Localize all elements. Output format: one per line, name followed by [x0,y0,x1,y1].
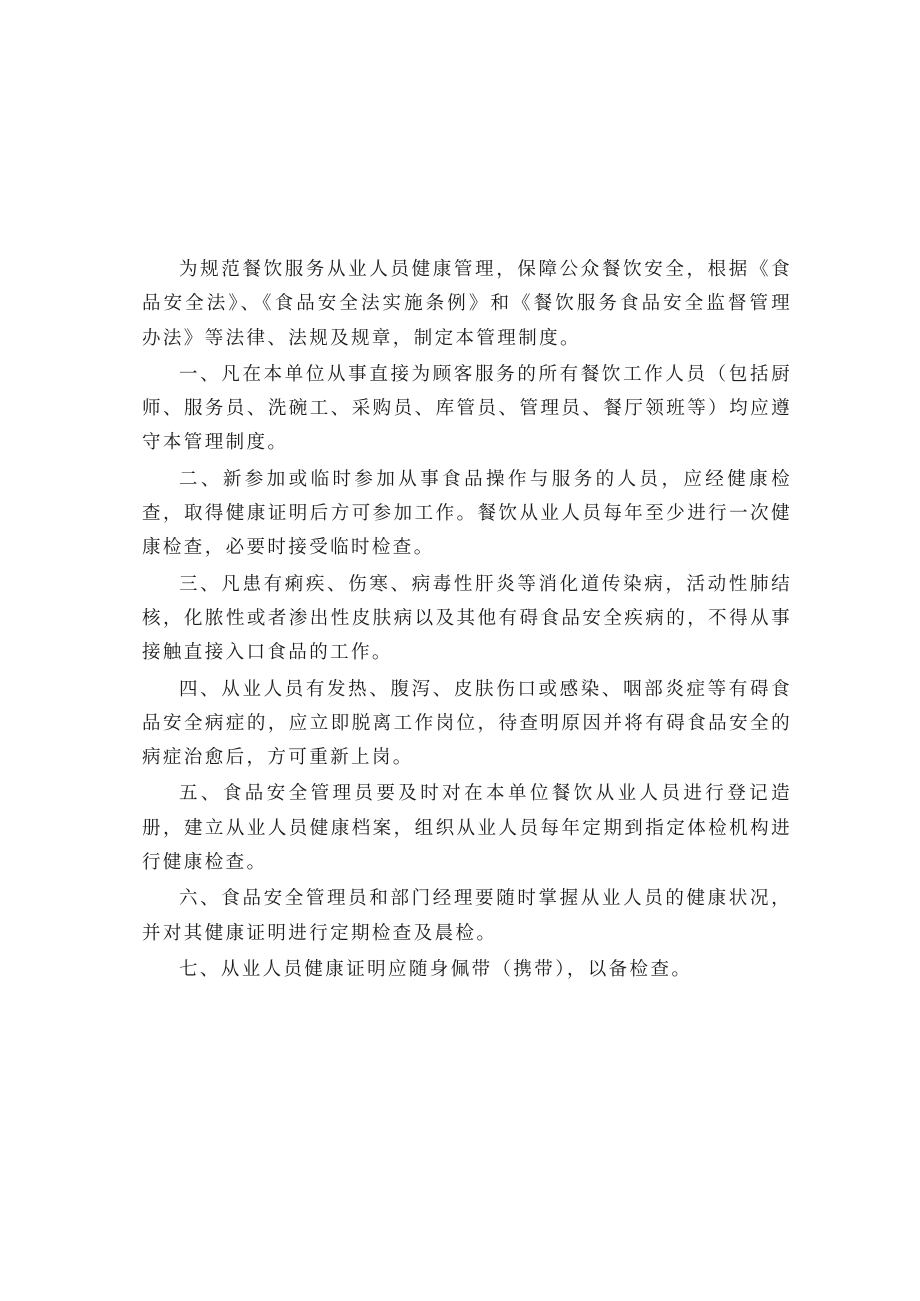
document-body [142,253,792,987]
rule-paragraph-3: 三、凡患有痢疾、伤寒、病毒性肝炎等消化道传染病，活动性肺结核，化脓性或者渗出性皮肤病以及其他有碍食品安全疾病的，不得从事接触直接入口食品的工作。 [142,573,792,664]
rule-paragraph-6: 六、食品安全管理员和部门经理要随时掌握从业人员的健康状况，并对其健康证明进行定期检查及晨检。 [142,888,792,944]
rule-paragraph-4: 四、从业人员有发热、腹泻、皮肤伤口或感染、咽部炎症等有碍食品安全病症的，应立即脱离工作岗位，待查明原因并将有碍食品安全的病症治愈后，方可重新上岗。 [142,678,792,769]
rule-paragraph-5: 五、食品安全管理员要及时对在本单位餐饮从业人员进行登记造册，建立从业人员健康档案，组织从业人员每年定期到指定体检机构进行健康检查。 [142,783,792,874]
rule-paragraph-2: 二、新参加或临时参加从事食品操作与服务的人员，应经健康检查，取得健康证明后方可参加工作。餐饮从业人员每年至少进行一次健康检查，必要时接受临时检查。 [142,468,792,559]
rule-paragraph-7: 七、从业人员健康证明应随身佩带（携带），以备检查。 [179,958,693,980]
intro-paragraph: 为规范餐饮服务从业人员健康管理，保障公众餐饮安全，根据《食品安全法》、《食品安全法实施条例》和《餐饮服务食品安全监督管理办法》等法律、法规及规章，制定本管理制度。 [142,259,792,349]
rule-paragraph-1: 一、凡在本单位从事直接为顾客服务的所有餐饮工作人员（包括厨师、服务员、洗碗工、采购员、库管员、管理员、餐厅领班等）均应遵守本管理制度。 [142,363,792,454]
